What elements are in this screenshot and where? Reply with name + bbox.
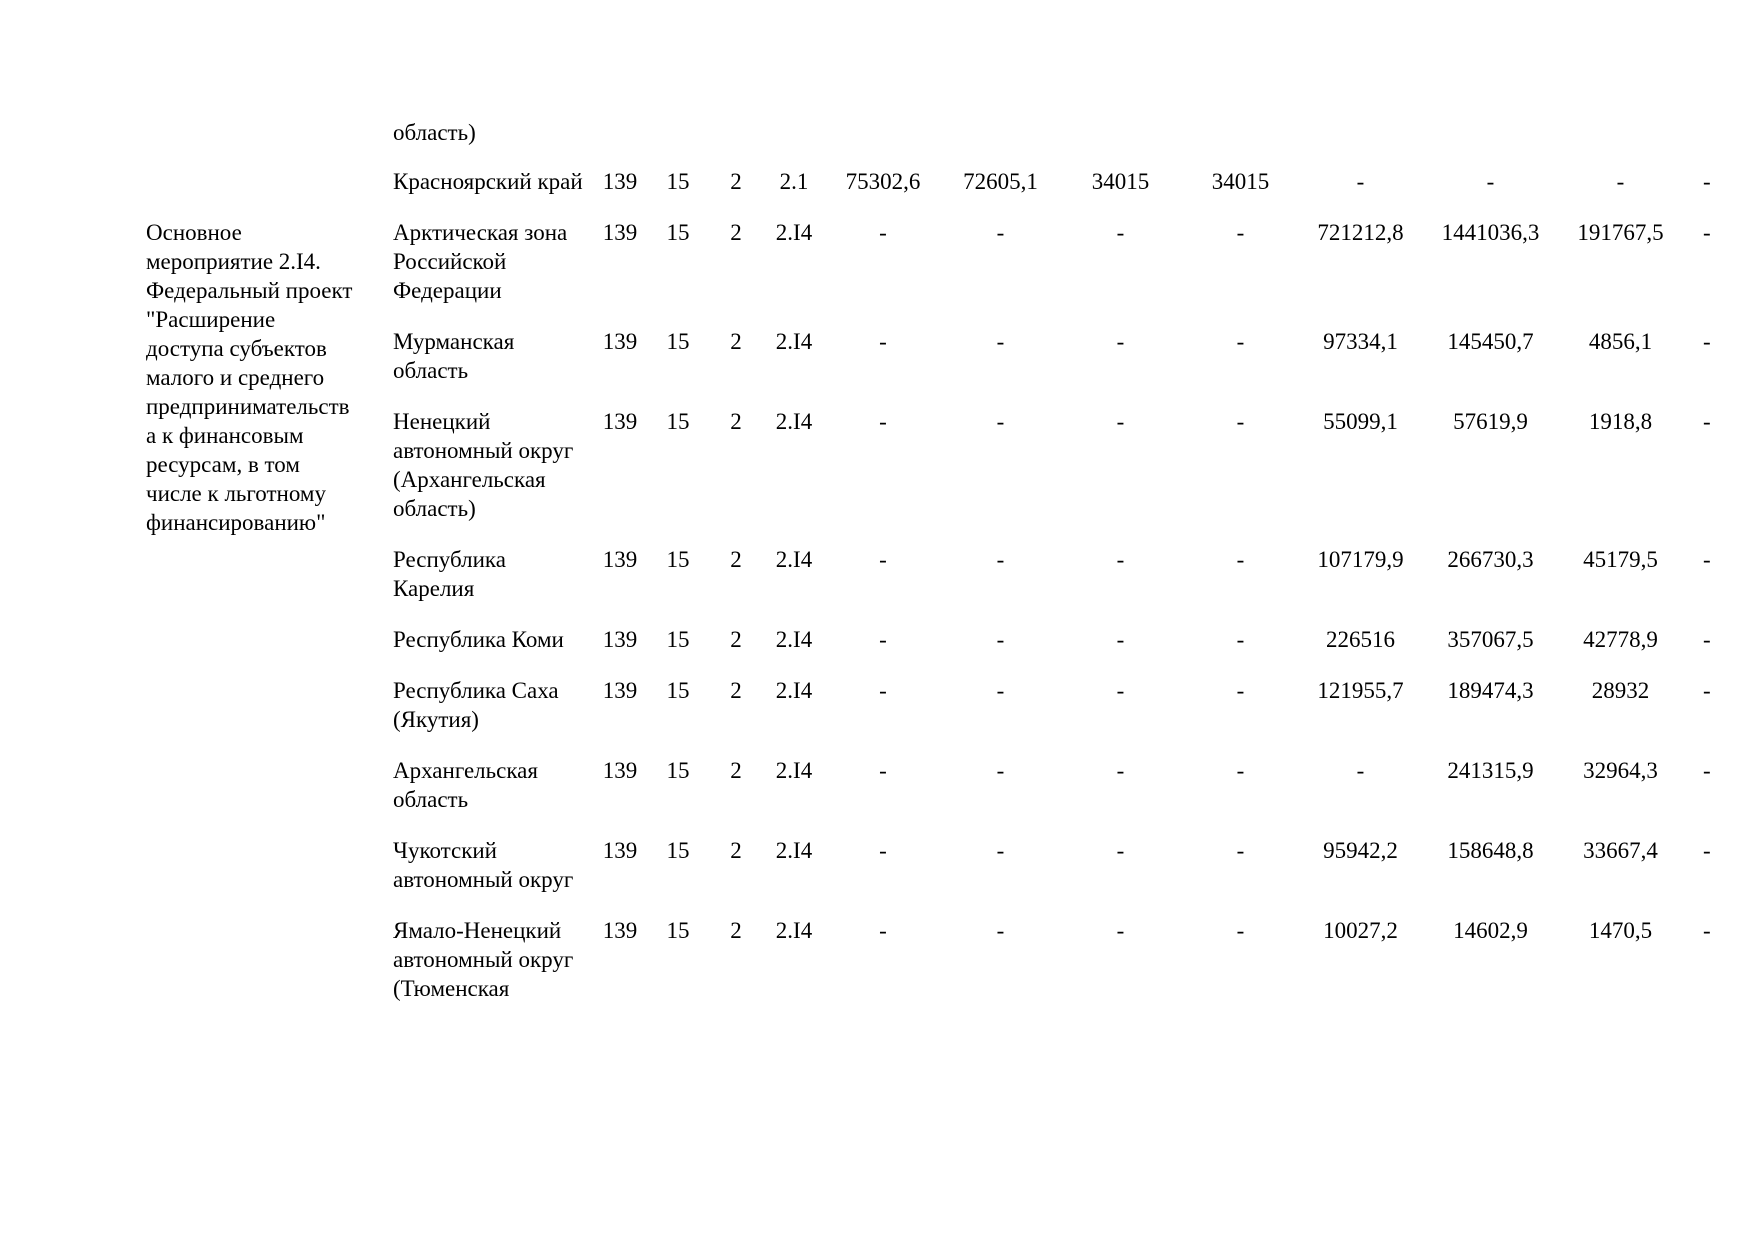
value-cell: 357067,5 <box>1447 627 1534 652</box>
value-cell: 28932 <box>1591 678 1650 703</box>
value-cell: 33667,4 <box>1583 838 1658 863</box>
code-cell: 15 <box>666 678 690 703</box>
value-cell: - <box>996 547 1005 572</box>
value-cell: 75302,6 <box>845 169 921 194</box>
value-cell: 121955,7 <box>1317 678 1404 703</box>
measure-cell-empty <box>146 118 389 167</box>
value-cell: - <box>1703 838 1711 863</box>
value-cell: - <box>1356 169 1365 194</box>
code-cell: 139 <box>602 758 638 783</box>
value-cell: 34015 <box>1211 169 1270 194</box>
region-cell: Чукотский автономный округ <box>393 838 574 892</box>
code-cell: 139 <box>602 329 638 354</box>
region-cell: Ненецкий автономный округ (Архангельская область) <box>393 409 574 521</box>
value-cell: - <box>1236 627 1245 652</box>
value-cell: 42778,9 <box>1583 627 1658 652</box>
value-cell: - <box>996 918 1005 943</box>
code-cell: 2.I4 <box>775 838 813 863</box>
value-cell: 158648,8 <box>1447 838 1534 863</box>
value-cell: 1441036,3 <box>1441 220 1540 245</box>
value-cell: 145450,7 <box>1447 329 1534 354</box>
value-cell: 1470,5 <box>1588 918 1653 943</box>
code-cell: 15 <box>666 838 690 863</box>
code-cell: 139 <box>602 547 638 572</box>
value-cell: 266730,3 <box>1447 547 1534 572</box>
code-cell: 139 <box>602 409 638 434</box>
value-cell: - <box>1236 838 1245 863</box>
value-cell: 97334,1 <box>1323 329 1398 354</box>
code-cell: 2 <box>730 547 742 572</box>
value-cell: - <box>996 838 1005 863</box>
region-cell: Архангельская область <box>393 758 538 812</box>
value-cell: - <box>1236 220 1245 245</box>
code-cell: 139 <box>602 918 638 943</box>
value-cell: 32964,3 <box>1583 758 1658 783</box>
code-cell: 15 <box>666 220 690 245</box>
value-cell: - <box>879 409 887 434</box>
value-cell: - <box>1703 220 1711 245</box>
code-cell: 139 <box>602 627 638 652</box>
value-cell: - <box>1116 758 1125 783</box>
code-cell: 2 <box>730 838 742 863</box>
code-cell: 2 <box>730 169 742 194</box>
value-cell: - <box>1116 678 1125 703</box>
code-cell: 2 <box>730 627 742 652</box>
value-cell: 72605,1 <box>963 169 1038 194</box>
region-cell: Ямало-Ненецкий автономный округ (Тюменская <box>393 918 574 1001</box>
region-cell: Республика Коми <box>393 627 564 652</box>
value-cell: 57619,9 <box>1453 409 1528 434</box>
code-cell: 15 <box>666 169 690 194</box>
region-cell: Арктическая зона Российской Федерации <box>393 220 568 303</box>
value-cell: 1918,8 <box>1588 409 1653 434</box>
code-cell: 139 <box>602 220 638 245</box>
value-cell: - <box>1486 169 1495 194</box>
value-cell: 107179,9 <box>1317 547 1404 572</box>
region-cell: Республика Саха (Якутия) <box>393 678 559 732</box>
code-cell: 2.I4 <box>775 918 813 943</box>
value-cell: - <box>1703 329 1711 354</box>
value-cell: - <box>1236 547 1245 572</box>
value-cell: 95942,2 <box>1323 838 1398 863</box>
value-cell: - <box>1116 409 1125 434</box>
value-cell: - <box>996 220 1005 245</box>
value-cell: 191767,5 <box>1577 220 1664 245</box>
code-cell: 139 <box>602 169 638 194</box>
region-cell: Мурманская область <box>393 329 515 383</box>
code-cell: 2.I4 <box>775 409 813 434</box>
value-cell: 721212,8 <box>1317 220 1404 245</box>
value-cell: - <box>1116 918 1125 943</box>
value-cell: - <box>1116 547 1125 572</box>
value-cell: - <box>879 627 887 652</box>
value-cell: - <box>1703 758 1711 783</box>
value-cell: - <box>879 838 887 863</box>
code-cell: 139 <box>602 838 638 863</box>
code-cell: 2 <box>730 678 742 703</box>
code-cell: 15 <box>666 329 690 354</box>
value-cell: - <box>1356 758 1365 783</box>
table-row <box>146 167 1754 218</box>
value-cell: 189474,3 <box>1447 678 1534 703</box>
budget-table <box>146 118 1754 1025</box>
code-cell: 2.I4 <box>775 329 813 354</box>
table-row-top-fragment <box>146 118 1754 167</box>
value-cell: - <box>1116 329 1125 354</box>
code-cell: 15 <box>666 409 690 434</box>
code-cell: 2.1 <box>779 169 809 194</box>
code-cell: 2.I4 <box>775 758 813 783</box>
value-cell: - <box>1236 329 1245 354</box>
code-cell: 2.I4 <box>775 220 813 245</box>
code-cell: 2 <box>730 918 742 943</box>
code-cell: 2.I4 <box>775 678 813 703</box>
value-cell: 34015 <box>1091 169 1150 194</box>
code-cell: 2 <box>730 758 742 783</box>
code-cell: 2 <box>730 409 742 434</box>
code-cell: 2 <box>730 220 742 245</box>
code-cell: 15 <box>666 918 690 943</box>
value-cell: 45179,5 <box>1583 547 1658 572</box>
value-cell: - <box>879 220 887 245</box>
value-cell: - <box>1703 627 1711 652</box>
value-cell: 4856,1 <box>1588 329 1653 354</box>
value-cell: - <box>996 627 1005 652</box>
measure-label: Основное мероприятие 2.I4. Федеральный проект "Расширение доступа субъектов малого и среднего предпринимательств а к финансовым ресурсам, в том числе к льготному финансированию" <box>146 220 353 535</box>
value-cell: - <box>1703 547 1711 572</box>
value-cell: - <box>1236 758 1245 783</box>
code-cell: 2.I4 <box>775 627 813 652</box>
value-cell: 14602,9 <box>1453 918 1528 943</box>
value-cell: - <box>1703 918 1711 943</box>
code-cell: 2 <box>730 329 742 354</box>
code-cell: 139 <box>602 678 638 703</box>
value-cell: - <box>879 918 887 943</box>
value-cell: - <box>879 329 887 354</box>
value-cell: - <box>1616 169 1625 194</box>
value-cell: - <box>1703 678 1711 703</box>
value-cell: 55099,1 <box>1323 409 1398 434</box>
code-cell: 15 <box>666 547 690 572</box>
code-cell: 15 <box>666 627 690 652</box>
region-cell: область) <box>393 120 476 145</box>
value-cell: - <box>1703 409 1711 434</box>
value-cell: - <box>996 409 1005 434</box>
value-cell: - <box>1116 220 1125 245</box>
region-cell: Республика Карелия <box>393 547 506 601</box>
value-cell: - <box>1236 918 1245 943</box>
code-cell: 2.I4 <box>775 547 813 572</box>
code-cell: 15 <box>666 758 690 783</box>
value-cell: - <box>879 758 887 783</box>
value-cell: 241315,9 <box>1447 758 1534 783</box>
measure-cell <box>146 218 389 1025</box>
value-cell: - <box>1236 678 1245 703</box>
value-cell: 10027,2 <box>1323 918 1398 943</box>
value-cell: - <box>996 758 1005 783</box>
table-row <box>146 218 1754 327</box>
value-cell: - <box>996 678 1005 703</box>
value-cell: 226516 <box>1326 627 1395 652</box>
value-cell: - <box>879 678 887 703</box>
value-cell: - <box>996 329 1005 354</box>
region-cell: Красноярский край <box>393 169 583 194</box>
value-cell: - <box>1116 627 1125 652</box>
value-cell: - <box>1236 409 1245 434</box>
measure-cell-empty <box>146 167 389 218</box>
value-cell: - <box>1116 838 1125 863</box>
value-cell: - <box>1703 169 1711 194</box>
value-cell: - <box>879 547 887 572</box>
